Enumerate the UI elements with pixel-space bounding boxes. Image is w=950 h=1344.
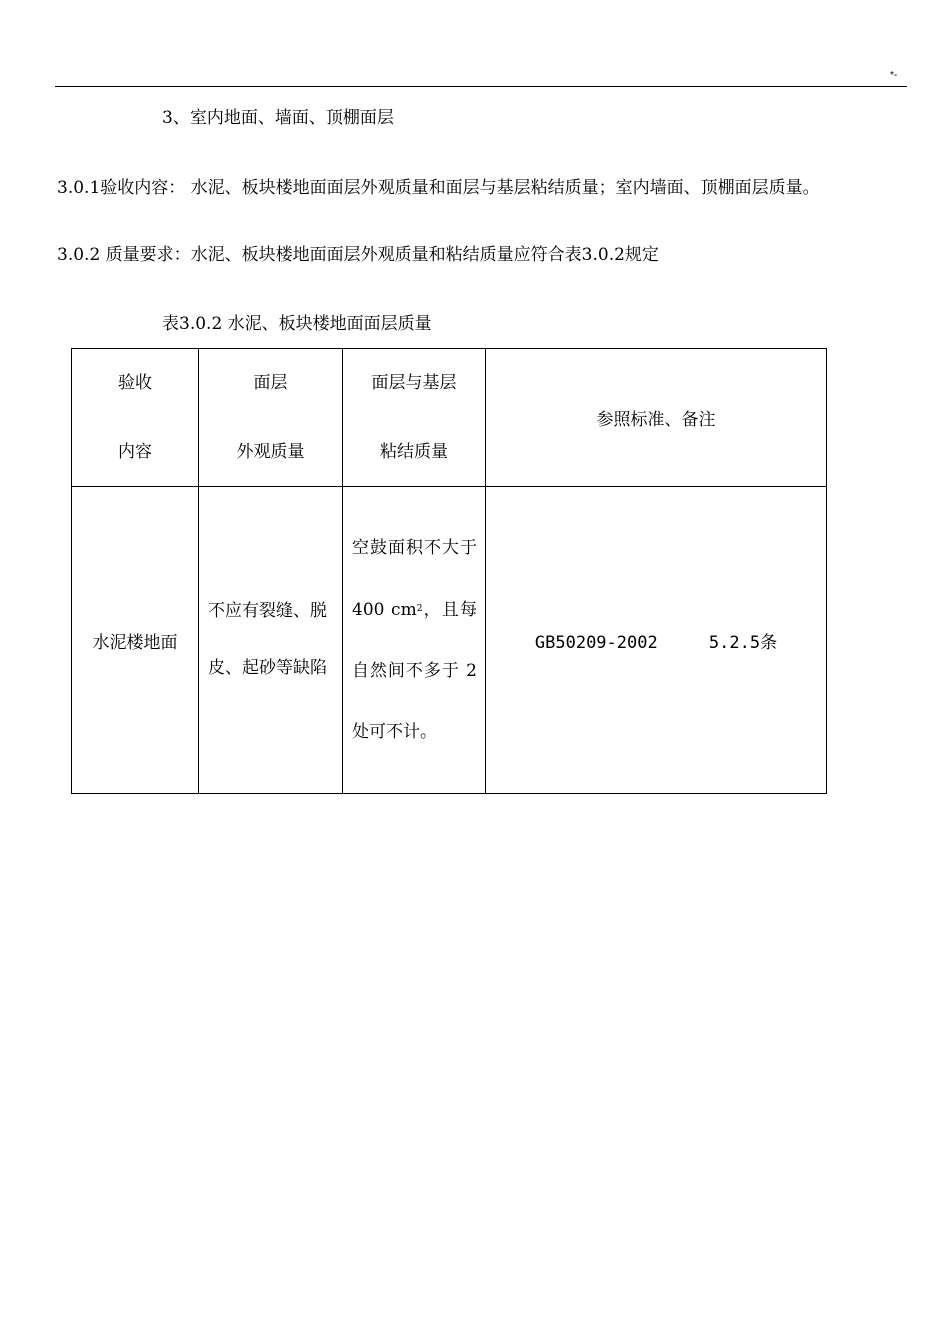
header-col1-line2: 内容 — [118, 442, 152, 462]
cell-bond — [343, 487, 486, 794]
header-cell-content — [72, 349, 199, 487]
header-col2-line1: 面层 — [253, 373, 288, 393]
section-heading: 3、室内地面、墙面、顶棚面层 — [162, 108, 394, 128]
standard-suffix: 条 — [760, 632, 778, 653]
cell-bond-text-1: 空鼓面积不大于400 cm — [352, 537, 477, 620]
header-col1-line1: 验收 — [118, 373, 152, 393]
table-header-row — [72, 349, 827, 487]
quality-table — [71, 348, 827, 794]
header-mark: *- — [890, 70, 898, 81]
paragraph-3-0-2: 3.0.2 质量要求：水泥、板块楼地面面层外观质量和粘结质量应符合表3.0.2规定 — [57, 245, 659, 265]
standard-code: GB50209-2002 — [534, 632, 658, 653]
header-col4: 参照标准、备注 — [596, 410, 716, 430]
cell-content-text: 水泥楼地面 — [92, 632, 178, 653]
header-cell-appearance — [199, 349, 343, 487]
table-row — [72, 487, 827, 794]
cell-appearance — [199, 487, 343, 794]
header-cell-bond — [343, 349, 486, 487]
header-col3-line2: 粘结质量 — [380, 442, 448, 462]
header-col3-line1: 面层与基层 — [371, 373, 457, 393]
cell-standard — [486, 487, 827, 794]
header-rule — [55, 86, 907, 87]
cell-content — [72, 487, 199, 794]
paragraph-3-0-1: 3.0.1验收内容： 水泥、板块楼地面面层外观质量和面层与基层粘结质量；室内墙面、顶棚面层质量。 — [57, 178, 820, 198]
header-col2-line2: 外观质量 — [236, 442, 305, 462]
cell-bond-superscript: 2 — [416, 603, 423, 614]
cell-appearance-text: 不应有裂缝、脱皮、起砂等缺陷 — [208, 601, 327, 678]
table-caption: 表3.0.2 水泥、板块楼地面面层质量 — [162, 314, 432, 334]
cell-bond-text-2: ，且每自然间不多于 2 处可不计。 — [352, 599, 477, 742]
standard-clause: 5.2.5 — [708, 632, 761, 653]
header-cell-standard — [486, 349, 827, 487]
